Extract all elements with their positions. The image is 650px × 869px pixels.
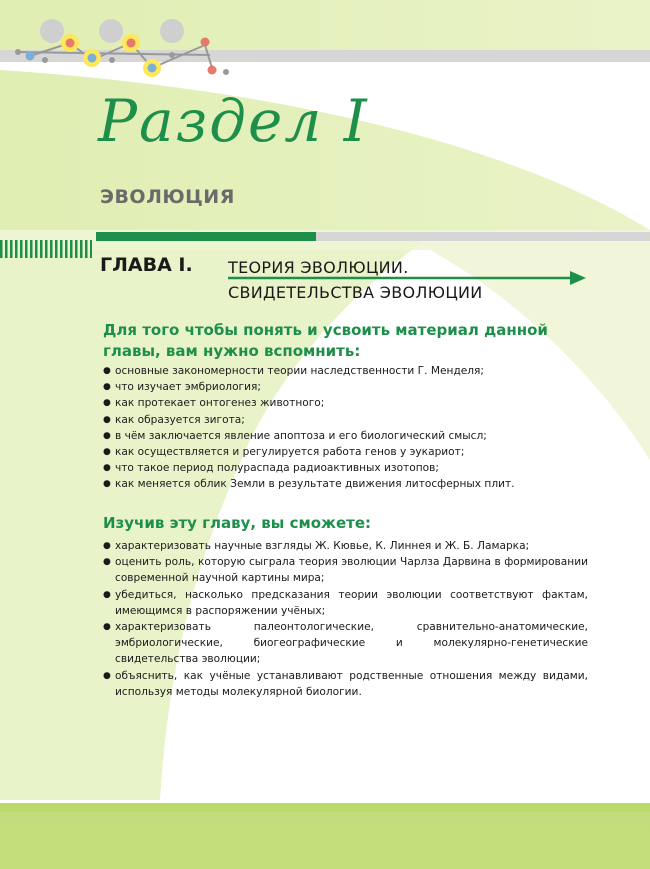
bottom-lower: [0, 826, 650, 869]
list-item: ● основные закономерности теории наследственности Г. Менделя;: [103, 363, 588, 379]
chapter-title-line2: СВИДЕТЕЛЬСТВА ЭВОЛЮЦИИ: [228, 283, 483, 302]
chapter-grey-bar: [316, 232, 650, 241]
list-item: ● убедиться, насколько предсказания теории эволюции соответствуют фактам, имеющимся в распоряжении учёных;: [103, 587, 588, 619]
list-item: ● как осуществляется и регулируется работа генов у эукариот;: [103, 444, 588, 460]
list-item: ● как меняется облик Земли в результате движения литосферных плит.: [103, 476, 588, 492]
list-item: ● как образуется зигота;: [103, 412, 588, 428]
part-name: ЭВОЛЮЦИЯ: [100, 186, 235, 208]
list-item: ● как протекает онтогенез животного;: [103, 395, 588, 411]
recall-list: [103, 363, 588, 493]
outcomes-heading: Изучив эту главу, вы сможете:: [103, 514, 371, 532]
chapter-label: ГЛАВА I.: [100, 254, 193, 276]
list-item: ● объяснить, как учёные устанавливают родственные отношения между видами, используя методы молекулярной биологии.: [103, 668, 588, 700]
list-item: ● характеризовать научные взгляды Ж. Кювье, К. Линнея и Ж. Б. Ламарка;: [103, 538, 588, 554]
recall-heading: Для того чтобы понять и усвоить материал данной главы, вам нужно вспомнить:: [103, 321, 548, 360]
chapter-stripes: [0, 240, 92, 258]
list-item: ● что такое период полураспада радиоактивных изотопов;: [103, 460, 588, 476]
section-title: Раздел I: [98, 87, 369, 155]
list-item: ● в чём заключается явление апоптоза и его биологический смысл;: [103, 428, 588, 444]
chapter-title-line1: ТЕОРИЯ ЭВОЛЮЦИИ.: [228, 258, 409, 277]
list-item: ● оценить роль, которую сыграла теория эволюции Чарлза Дарвина в формировании современной научной картины мира;: [103, 554, 588, 586]
bottom-stripes-fill: [0, 812, 650, 826]
chapter-green-bar: [96, 232, 316, 241]
list-item: ● характеризовать палеонтологические, сравнительно-анатомические, эмбриологические, биогеографические и молекулярно-генетические свидетельства эволюции;: [103, 619, 588, 668]
outcomes-list: [103, 538, 588, 700]
list-item: ● что изучает эмбриология;: [103, 379, 588, 395]
